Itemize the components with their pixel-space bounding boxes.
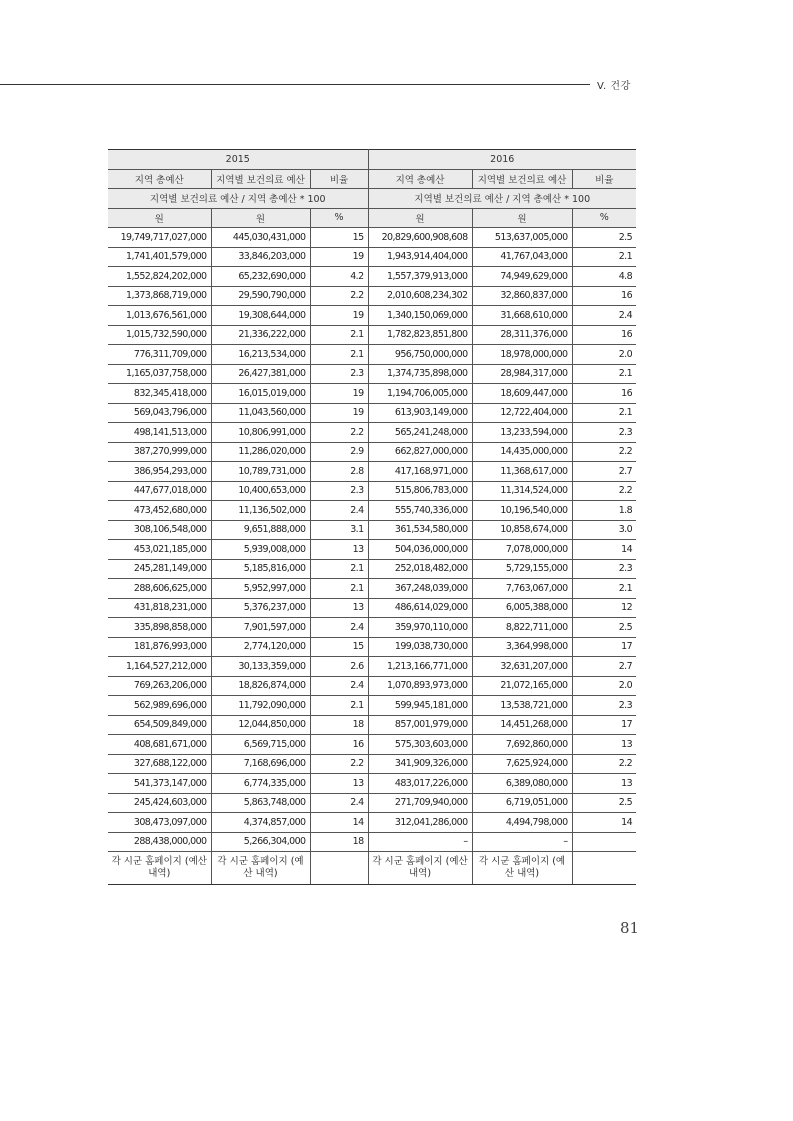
table-cell: 417,168,971,000: [368, 462, 472, 482]
table-cell: 5,952,997,000: [211, 579, 310, 599]
table-cell: 65,232,690,000: [211, 267, 310, 287]
table-cell: 2.4: [310, 676, 368, 696]
table-cell: 453,021,185,000: [108, 540, 211, 560]
table-cell: 327,688,122,000: [108, 754, 211, 774]
table-cell: 16,015,019,000: [211, 384, 310, 404]
table-cell: 1,070,893,973,000: [368, 676, 472, 696]
table-cell: –: [368, 832, 472, 852]
table-cell: 18,609,447,000: [472, 384, 572, 404]
table-cell: 956,750,000,000: [368, 345, 472, 365]
column-header: 비율: [310, 169, 368, 189]
table-cell: 1,194,706,005,000: [368, 384, 472, 404]
table-cell: 541,373,147,000: [108, 774, 211, 794]
table-cell: 569,043,796,000: [108, 403, 211, 423]
table-cell: 11,136,502,000: [211, 501, 310, 521]
table-cell: 7,625,924,000: [472, 754, 572, 774]
table-cell: 387,270,999,000: [108, 442, 211, 462]
table-cell: 6,389,080,000: [472, 774, 572, 794]
table-cell: 555,740,336,000: [368, 501, 472, 521]
source-cell: 각 시군 홈페이지 (예산 내역): [211, 852, 310, 885]
table-cell: 2.7: [572, 657, 636, 677]
table-cell: 13: [310, 540, 368, 560]
table-cell: 473,452,680,000: [108, 501, 211, 521]
table-cell: 2,774,120,000: [211, 637, 310, 657]
table-cell: 1,213,166,771,000: [368, 657, 472, 677]
table-row: [108, 384, 636, 404]
table-cell: 2.0: [572, 676, 636, 696]
table-cell: 599,945,181,000: [368, 696, 472, 716]
table-cell: 483,017,226,000: [368, 774, 472, 794]
table-cell: 14: [572, 540, 636, 560]
table-cell: 3.1: [310, 520, 368, 540]
table-cell: 10,806,991,000: [211, 423, 310, 443]
table-cell: 288,438,000,000: [108, 832, 211, 852]
table-cell: 2.3: [310, 481, 368, 501]
table-row: [108, 598, 636, 618]
table-cell: 515,806,783,000: [368, 481, 472, 501]
table-cell: 18,826,874,000: [211, 676, 310, 696]
table-cell: 2.1: [572, 579, 636, 599]
table-row: [108, 559, 636, 579]
table-cell: 10,400,653,000: [211, 481, 310, 501]
table-cell: 335,898,858,000: [108, 618, 211, 638]
table-cell: 654,509,849,000: [108, 715, 211, 735]
table-cell: 33,846,203,000: [211, 247, 310, 267]
table-cell: 14: [310, 813, 368, 833]
table-cell: 2.4: [310, 793, 368, 813]
table-cell: 19: [310, 403, 368, 423]
table-cell: 832,345,418,000: [108, 384, 211, 404]
table-cell: 769,263,206,000: [108, 676, 211, 696]
table-cell: 17: [572, 715, 636, 735]
year-2016-header: 2016: [368, 150, 636, 170]
table-cell: 2.3: [572, 696, 636, 716]
table-cell: 181,876,993,000: [108, 637, 211, 657]
table-cell: 776,311,709,000: [108, 345, 211, 365]
year-header-row: [108, 150, 636, 170]
table-row: [108, 520, 636, 540]
table-cell: 7,078,000,000: [472, 540, 572, 560]
table-row: [108, 793, 636, 813]
table-cell: 5,939,008,000: [211, 540, 310, 560]
table-cell: 1,373,868,719,000: [108, 286, 211, 306]
table-cell: 565,241,248,000: [368, 423, 472, 443]
table-cell: 513,637,005,000: [472, 228, 572, 248]
table-cell: 28,311,376,000: [472, 325, 572, 345]
table-cell: 11,043,560,000: [211, 403, 310, 423]
table-cell: 16: [310, 735, 368, 755]
table-cell: 367,248,039,000: [368, 579, 472, 599]
table-cell: 308,473,097,000: [108, 813, 211, 833]
table-row: [108, 579, 636, 599]
table-cell: 16: [572, 325, 636, 345]
unit-cell: 원: [368, 208, 472, 228]
table-cell: 252,018,482,000: [368, 559, 472, 579]
unit-cell: 원: [211, 208, 310, 228]
table-cell: 11,368,617,000: [472, 462, 572, 482]
formula-2016: 지역별 보건의료 예산 / 지역 총예산 * 100: [368, 189, 636, 209]
table-cell: 41,767,043,000: [472, 247, 572, 267]
table-cell: 7,692,860,000: [472, 735, 572, 755]
table-cell: 1,782,823,851,800: [368, 325, 472, 345]
table-cell: 4.8: [572, 267, 636, 287]
column-header: 비율: [572, 169, 636, 189]
table-cell: 2.1: [572, 364, 636, 384]
section-header: V. 건강: [597, 81, 631, 92]
table-cell: 245,424,603,000: [108, 793, 211, 813]
formula-row: [108, 189, 636, 209]
table-cell: 7,901,597,000: [211, 618, 310, 638]
table-cell: 16: [572, 384, 636, 404]
table-cell: 2.4: [310, 501, 368, 521]
table-cell: 1,015,732,590,000: [108, 325, 211, 345]
table-cell: 12,044,850,000: [211, 715, 310, 735]
table-cell: 1,164,527,212,000: [108, 657, 211, 677]
table-cell: 2.1: [572, 247, 636, 267]
table-row: [108, 247, 636, 267]
table-cell: 6,774,335,000: [211, 774, 310, 794]
table-cell: 13,538,721,000: [472, 696, 572, 716]
table-row: [108, 832, 636, 852]
table-cell: –: [472, 832, 572, 852]
table-cell: 504,036,000,000: [368, 540, 472, 560]
table-cell: 1,013,676,561,000: [108, 306, 211, 326]
table-cell: 431,818,231,000: [108, 598, 211, 618]
table-cell: 445,030,431,000: [211, 228, 310, 248]
page-number: 81: [620, 919, 640, 937]
table-cell: 662,827,000,000: [368, 442, 472, 462]
table-cell: 361,534,580,000: [368, 520, 472, 540]
table-cell: 2.1: [310, 345, 368, 365]
source-cell: 각 시군 홈페이지 (예산 내역): [472, 852, 572, 885]
table-cell: 29,590,790,000: [211, 286, 310, 306]
table-cell: 31,668,610,000: [472, 306, 572, 326]
table-cell: 13,233,594,000: [472, 423, 572, 443]
table-cell: 13: [310, 598, 368, 618]
table-cell: 498,141,513,000: [108, 423, 211, 443]
table-cell: 575,303,603,000: [368, 735, 472, 755]
table-cell: 2.5: [572, 228, 636, 248]
table-row: [108, 813, 636, 833]
table-cell: 4.2: [310, 267, 368, 287]
table-cell: 447,677,018,000: [108, 481, 211, 501]
unit-cell: %: [572, 208, 636, 228]
table-row: [108, 754, 636, 774]
table-cell: 2.4: [310, 618, 368, 638]
table-cell: 359,970,110,000: [368, 618, 472, 638]
column-header: 지역별 보건의료 예산: [211, 169, 310, 189]
table-row: [108, 345, 636, 365]
table-cell: [572, 832, 636, 852]
table-cell: 486,614,029,000: [368, 598, 472, 618]
table-cell: 26,427,381,000: [211, 364, 310, 384]
source-row: [108, 852, 636, 885]
table-cell: 288,606,625,000: [108, 579, 211, 599]
table-cell: 5,266,304,000: [211, 832, 310, 852]
table-cell: 11,792,090,000: [211, 696, 310, 716]
table-cell: 4,494,798,000: [472, 813, 572, 833]
source-cell: [310, 852, 368, 885]
table-cell: 10,789,731,000: [211, 462, 310, 482]
table-cell: 1,165,037,758,000: [108, 364, 211, 384]
table-cell: 199,038,730,000: [368, 637, 472, 657]
table-cell: 2.1: [572, 403, 636, 423]
table-cell: 19: [310, 306, 368, 326]
table-row: [108, 228, 636, 248]
table-cell: 16: [572, 286, 636, 306]
table-cell: 2.2: [572, 442, 636, 462]
table-cell: 17: [572, 637, 636, 657]
formula-2015: 지역별 보건의료 예산 / 지역 총예산 * 100: [108, 189, 368, 209]
table-cell: 613,903,149,000: [368, 403, 472, 423]
table-cell: 2.8: [310, 462, 368, 482]
table-cell: 2.1: [310, 559, 368, 579]
table-cell: 2,010,608,234,302: [368, 286, 472, 306]
table-row: [108, 481, 636, 501]
table-cell: 18,978,000,000: [472, 345, 572, 365]
table-cell: 11,286,020,000: [211, 442, 310, 462]
table-cell: 2.1: [310, 696, 368, 716]
table-cell: 2.6: [310, 657, 368, 677]
table-cell: 2.9: [310, 442, 368, 462]
table-cell: 3,364,998,000: [472, 637, 572, 657]
table-cell: 30,133,359,000: [211, 657, 310, 677]
table-cell: 14,435,000,000: [472, 442, 572, 462]
column-header: 지역 총예산: [368, 169, 472, 189]
table-cell: 2.3: [572, 559, 636, 579]
table-cell: 18: [310, 715, 368, 735]
table-cell: 2.3: [310, 364, 368, 384]
table-cell: 2.4: [572, 306, 636, 326]
table-cell: 21,336,222,000: [211, 325, 310, 345]
table-row: [108, 540, 636, 560]
table-cell: 2.2: [310, 286, 368, 306]
table-cell: 8,822,711,000: [472, 618, 572, 638]
table-cell: 21,072,165,000: [472, 676, 572, 696]
table-row: [108, 637, 636, 657]
table-cell: 10,196,540,000: [472, 501, 572, 521]
table-row: [108, 774, 636, 794]
column-header-row: [108, 169, 636, 189]
table-row: [108, 325, 636, 345]
table-cell: 1,741,401,579,000: [108, 247, 211, 267]
table-cell: 6,569,715,000: [211, 735, 310, 755]
year-2015-header: 2015: [108, 150, 368, 170]
table-cell: 386,954,293,000: [108, 462, 211, 482]
table-row: [108, 657, 636, 677]
table-cell: 5,376,237,000: [211, 598, 310, 618]
table-row: [108, 462, 636, 482]
table-cell: 28,984,317,000: [472, 364, 572, 384]
table-cell: 1,557,379,913,000: [368, 267, 472, 287]
table-cell: 19,749,717,027,000: [108, 228, 211, 248]
table-cell: 245,281,149,000: [108, 559, 211, 579]
table-cell: 32,631,207,000: [472, 657, 572, 677]
table-cell: 12,722,404,000: [472, 403, 572, 423]
table-row: [108, 423, 636, 443]
table-cell: 7,763,067,000: [472, 579, 572, 599]
table-cell: 15: [310, 228, 368, 248]
table-row: [108, 676, 636, 696]
table-cell: 271,709,940,000: [368, 793, 472, 813]
table-cell: 2.2: [310, 754, 368, 774]
table-body: [108, 228, 636, 852]
table-cell: 1,943,914,404,000: [368, 247, 472, 267]
table-cell: 13: [310, 774, 368, 794]
unit-cell: %: [310, 208, 368, 228]
table-cell: 341,909,326,000: [368, 754, 472, 774]
table-cell: 12: [572, 598, 636, 618]
table-row: [108, 696, 636, 716]
source-cell: [572, 852, 636, 885]
table-cell: 9,651,888,000: [211, 520, 310, 540]
table-cell: 7,168,696,000: [211, 754, 310, 774]
table-cell: 19,308,644,000: [211, 306, 310, 326]
source-cell: 각 시군 홈페이지 (예산 내역): [368, 852, 472, 885]
table-cell: 5,863,748,000: [211, 793, 310, 813]
table-cell: 13: [572, 774, 636, 794]
table-row: [108, 715, 636, 735]
table-cell: 312,041,286,000: [368, 813, 472, 833]
health-budget-table: [108, 149, 636, 885]
table-cell: 408,681,671,000: [108, 735, 211, 755]
table-row: [108, 364, 636, 384]
table-row: [108, 501, 636, 521]
table-cell: 5,729,155,000: [472, 559, 572, 579]
table-cell: 3.0: [572, 520, 636, 540]
source-cell: 각 시군 홈페이지 (예산 내역): [108, 852, 211, 885]
table-row: [108, 618, 636, 638]
table-cell: 6,005,388,000: [472, 598, 572, 618]
table-cell: 2.3: [572, 423, 636, 443]
table-cell: 19: [310, 247, 368, 267]
header-rule: [0, 84, 590, 85]
table-row: [108, 267, 636, 287]
table-cell: 4,374,857,000: [211, 813, 310, 833]
table-cell: 5,185,816,000: [211, 559, 310, 579]
column-header: 지역 총예산: [108, 169, 211, 189]
table-cell: 74,949,629,000: [472, 267, 572, 287]
table-cell: 2.2: [310, 423, 368, 443]
table-cell: 2.5: [572, 793, 636, 813]
table-cell: 14,451,268,000: [472, 715, 572, 735]
table-cell: 10,858,674,000: [472, 520, 572, 540]
table-cell: 2.7: [572, 462, 636, 482]
table-row: [108, 403, 636, 423]
unit-row: [108, 208, 636, 228]
table-cell: 2.2: [572, 481, 636, 501]
table-cell: 308,106,548,000: [108, 520, 211, 540]
table-cell: 2.0: [572, 345, 636, 365]
table-cell: 562,989,696,000: [108, 696, 211, 716]
table-cell: 2.2: [572, 754, 636, 774]
table-cell: 14: [572, 813, 636, 833]
table-row: [108, 735, 636, 755]
unit-cell: 원: [472, 208, 572, 228]
table-cell: 19: [310, 384, 368, 404]
table-cell: 15: [310, 637, 368, 657]
table-cell: 20,829,600,908,608: [368, 228, 472, 248]
table-cell: 2.1: [310, 579, 368, 599]
column-header: 지역별 보건의료 예산: [472, 169, 572, 189]
table-cell: 32,860,837,000: [472, 286, 572, 306]
unit-cell: 원: [108, 208, 211, 228]
table-cell: 13: [572, 735, 636, 755]
table-cell: 18: [310, 832, 368, 852]
table-row: [108, 442, 636, 462]
table-cell: 6,719,051,000: [472, 793, 572, 813]
table-row: [108, 286, 636, 306]
table-cell: 16,213,534,000: [211, 345, 310, 365]
table-cell: 1.8: [572, 501, 636, 521]
table-cell: 1,340,150,069,000: [368, 306, 472, 326]
table-cell: 2.5: [572, 618, 636, 638]
table-row: [108, 306, 636, 326]
table-cell: 11,314,524,000: [472, 481, 572, 501]
table-cell: 1,552,824,202,000: [108, 267, 211, 287]
table-cell: 2.1: [310, 325, 368, 345]
table-cell: 1,374,735,898,000: [368, 364, 472, 384]
table-cell: 857,001,979,000: [368, 715, 472, 735]
